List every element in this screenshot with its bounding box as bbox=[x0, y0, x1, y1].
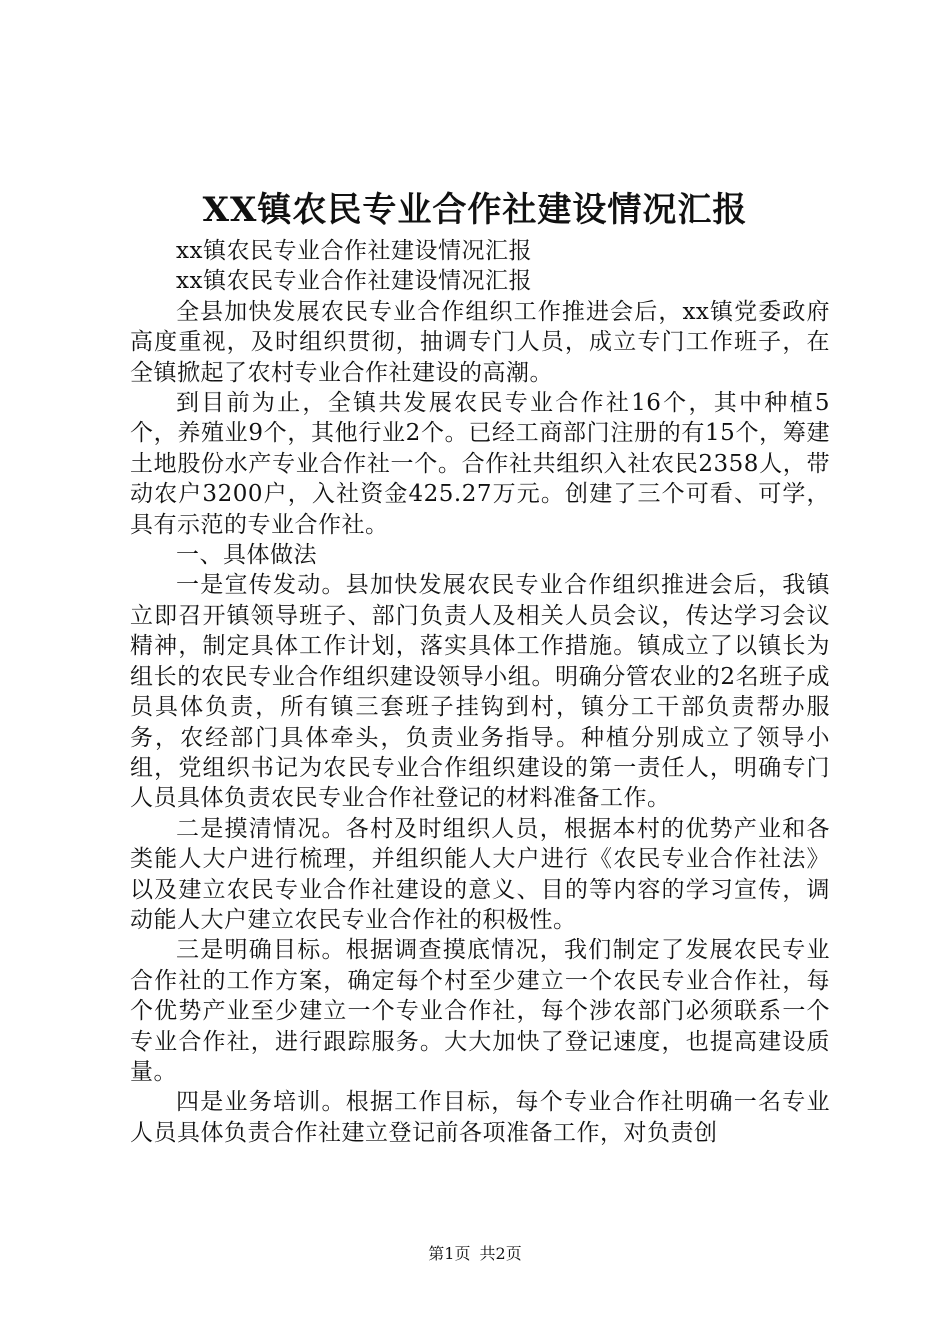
paragraph-publicity: 一是宣传发动。县加快发展农民专业合作组织推进会后，我镇立即召开镇领导班子、部门负责人及相关人员会议，传达学习会议精神，制定具体工作计划，落实具体工作措施。镇成立了以镇长为组长的农民专业合作组织建设领导小组。明确分管农业的2名班子成员具体负责，所有镇三套班子挂钩到村，镇分工干部负责帮办服务，农经部门具体牵头，负责业务指导。种植分别成立了领导小组，党组织书记为农民专业合作组织建设的第一责任人，明确专门人员具体负责农民专业合作社登记的材料准备工作。 bbox=[130, 572, 830, 812]
paragraph-survey: 二是摸清情况。各村及时组织人员，根据本村的优势产业和各类能人大户进行梳理，并组织能人大户进行《农民专业合作社法》以及建立农民专业合作社建设的意义、目的等内容的学习宣传，调动能人大户建立农民专业合作社的积极性。 bbox=[130, 815, 830, 933]
paragraph-subtitle-2: xx镇农民专业合作社建设情况汇报 bbox=[176, 268, 532, 295]
paragraph-statistics: 到目前为止，全镇共发展农民专业合作社16个，其中种植5个，养殖业9个，其他行业2个。已经工商部门注册的有15个，筹建土地股份水产专业合作社一个。合作社共组织入社农民2358人，带动农户3200户，入社资金425.27万元。创建了三个可看、可学，具有示范的专业合作社。 bbox=[130, 390, 830, 538]
paragraph-intro: 全县加快发展农民专业合作组织工作推进会后，xx镇党委政府高度重视，及时组织贯彻，抽调专门人员，成立专门工作班子，在全镇掀起了农村专业合作社建设的高潮。 bbox=[130, 298, 830, 386]
document-body bbox=[130, 236, 830, 1148]
page-number: 第1页 bbox=[428, 1244, 471, 1263]
paragraph-targets: 三是明确目标。根据调查摸底情况，我们制定了发展农民专业合作社的工作方案，确定每个村至少建立一个农民专业合作社，每个优势产业至少建立一个专业合作社，每个涉农部门必须联系一个专业合作社，进行跟踪服务。大大加快了登记速度，也提高建设质量。 bbox=[130, 937, 830, 1085]
paragraph-subtitle-1: xx镇农民专业合作社建设情况汇报 bbox=[176, 238, 532, 264]
section-heading-methods: 一、具体做法 bbox=[176, 542, 317, 569]
document-title: XX镇农民专业合作社建设情况汇报 bbox=[202, 190, 748, 230]
page-footer bbox=[0, 1243, 950, 1265]
page-total: 共2页 bbox=[479, 1244, 522, 1263]
paragraph-training: 四是业务培训。根据工作目标，每个专业合作社明确一名专业人员具体负责合作社建立登记前各项准备工作，对负责创 bbox=[130, 1089, 830, 1146]
